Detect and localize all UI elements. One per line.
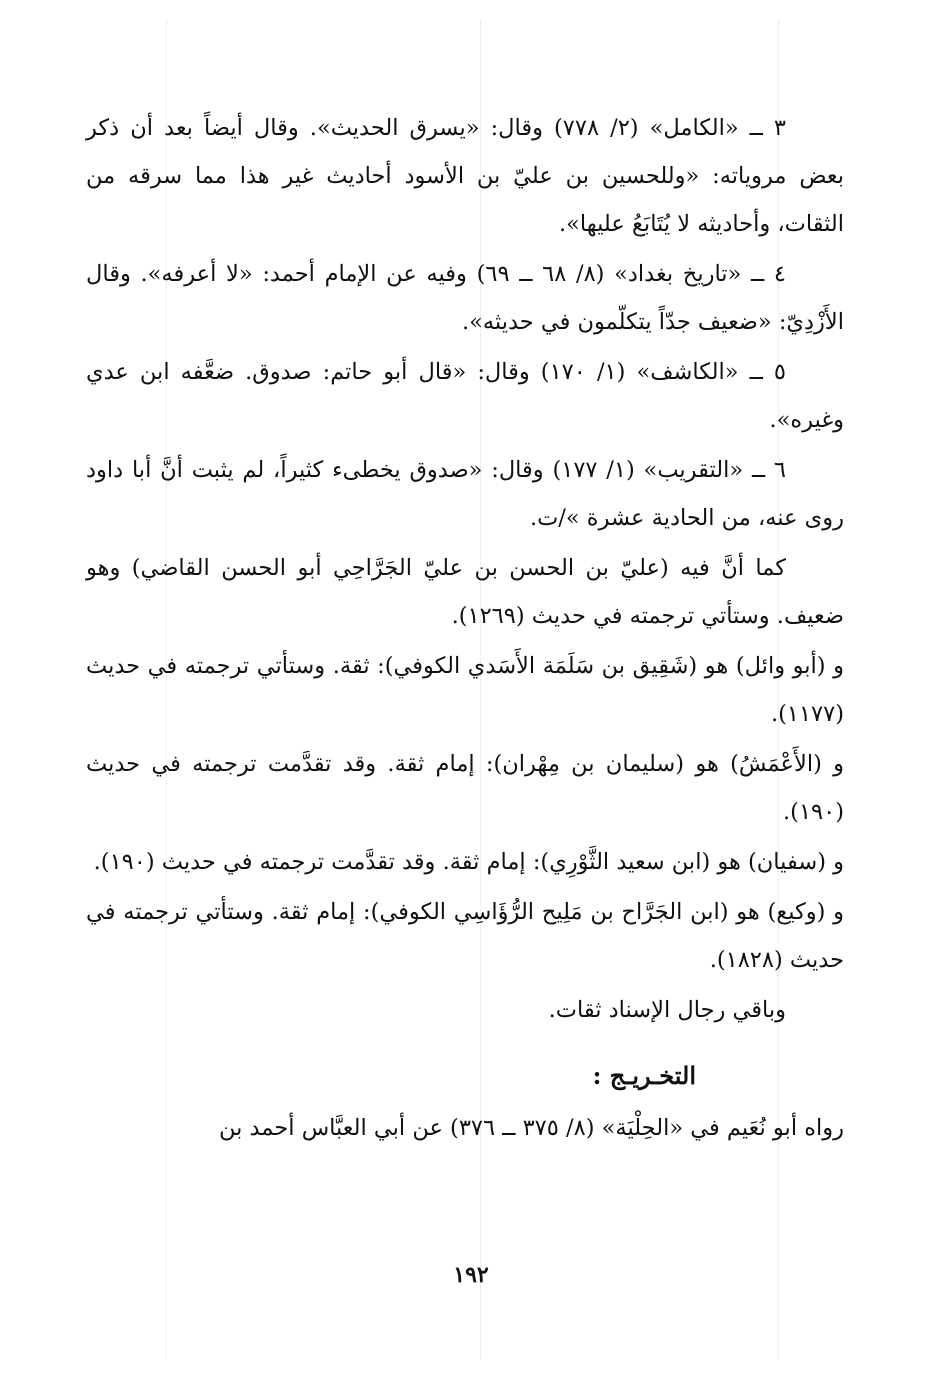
takhrij-paragraph: رواه أبو نُعَيم في «الحِلْيَة» (٨/ ٣٧٥ ــ ٣٧٦) عن أبي العبَّاس أحمد بن <box>219 1115 844 1141</box>
main-text-block <box>86 104 844 1154</box>
source-entry-paragraph: ٣ ــ «الكامل» (٢/ ٧٧٨) وقال: «يسرق الحديث». وقال أيضاً بعد أن ذكر بعض مروياته: «وللحسين بن عليّ بن الأسود أحاديث غير هذا مما سرقه من الثقات، وأحاديثه لا يُتَابَعُ عليها». <box>86 115 844 237</box>
source-entry-paragraph: ٤ ــ «تاريخ بغداد» (٨/ ٦٨ ــ ٦٩) وفيه عن الإمام أحمد: «لا أعرفه». وقال الأَزْدِيّ: «ضعيف جدّاً يتكلّمون في حديثه». <box>86 261 844 335</box>
narrator-paragraph: و (الأَعْمَشُ) هو (سليمان بن مِهْران): إمام ثقة. وقد تقدَّمت ترجمته في حديث (١٩٠). <box>86 751 844 825</box>
source-entry-paragraph: ٥ ــ «الكاشف» (١/ ١٧٠) وقال: «قال أبو حاتم: صدوق. ضعَّفه ابن عدي وغيره». <box>86 359 844 433</box>
summary-paragraph: وباقي رجال الإسناد ثقات. <box>548 997 786 1023</box>
narrator-paragraph: و (سفيان) هو (ابن سعيد الثَّوْرِي): إمام ثقة. وقد تقدَّمت ترجمته في حديث (١٩٠). <box>93 849 844 875</box>
takhrij-heading: التخـريـج : <box>592 1061 696 1090</box>
narrator-paragraph: و (أبو وائل) هو (شَقِيق بن سَلَمَة الأَسَدي الكوفي): ثقة. وستأتي ترجمته في حديث (١١٧٧). <box>86 653 844 727</box>
source-entry-paragraph: ٦ ــ «التقريب» (١/ ١٧٧) وقال: «صدوق يخطىء كثيراً، لم يثبت أنَّ أبا داود روى عنه، من الحادية عشرة »/ت. <box>86 457 844 531</box>
narrator-paragraph: كما أنَّ فيه (عليّ بن الحسن بن عليّ الجَرَّاحِي أبو الحسن القاضي) وهو ضعيف. وستأتي ترجمته في حديث (١٢٦٩). <box>86 555 844 629</box>
narrator-paragraph: و (وكيع) هو (ابن الجَرَّاح بن مَلِيح الرُّؤَاسِي الكوفي): إمام ثقة. وستأتي ترجمته في حديث (١٨٢٨). <box>86 899 844 973</box>
page-number: ١٩٢ <box>453 1262 489 1288</box>
